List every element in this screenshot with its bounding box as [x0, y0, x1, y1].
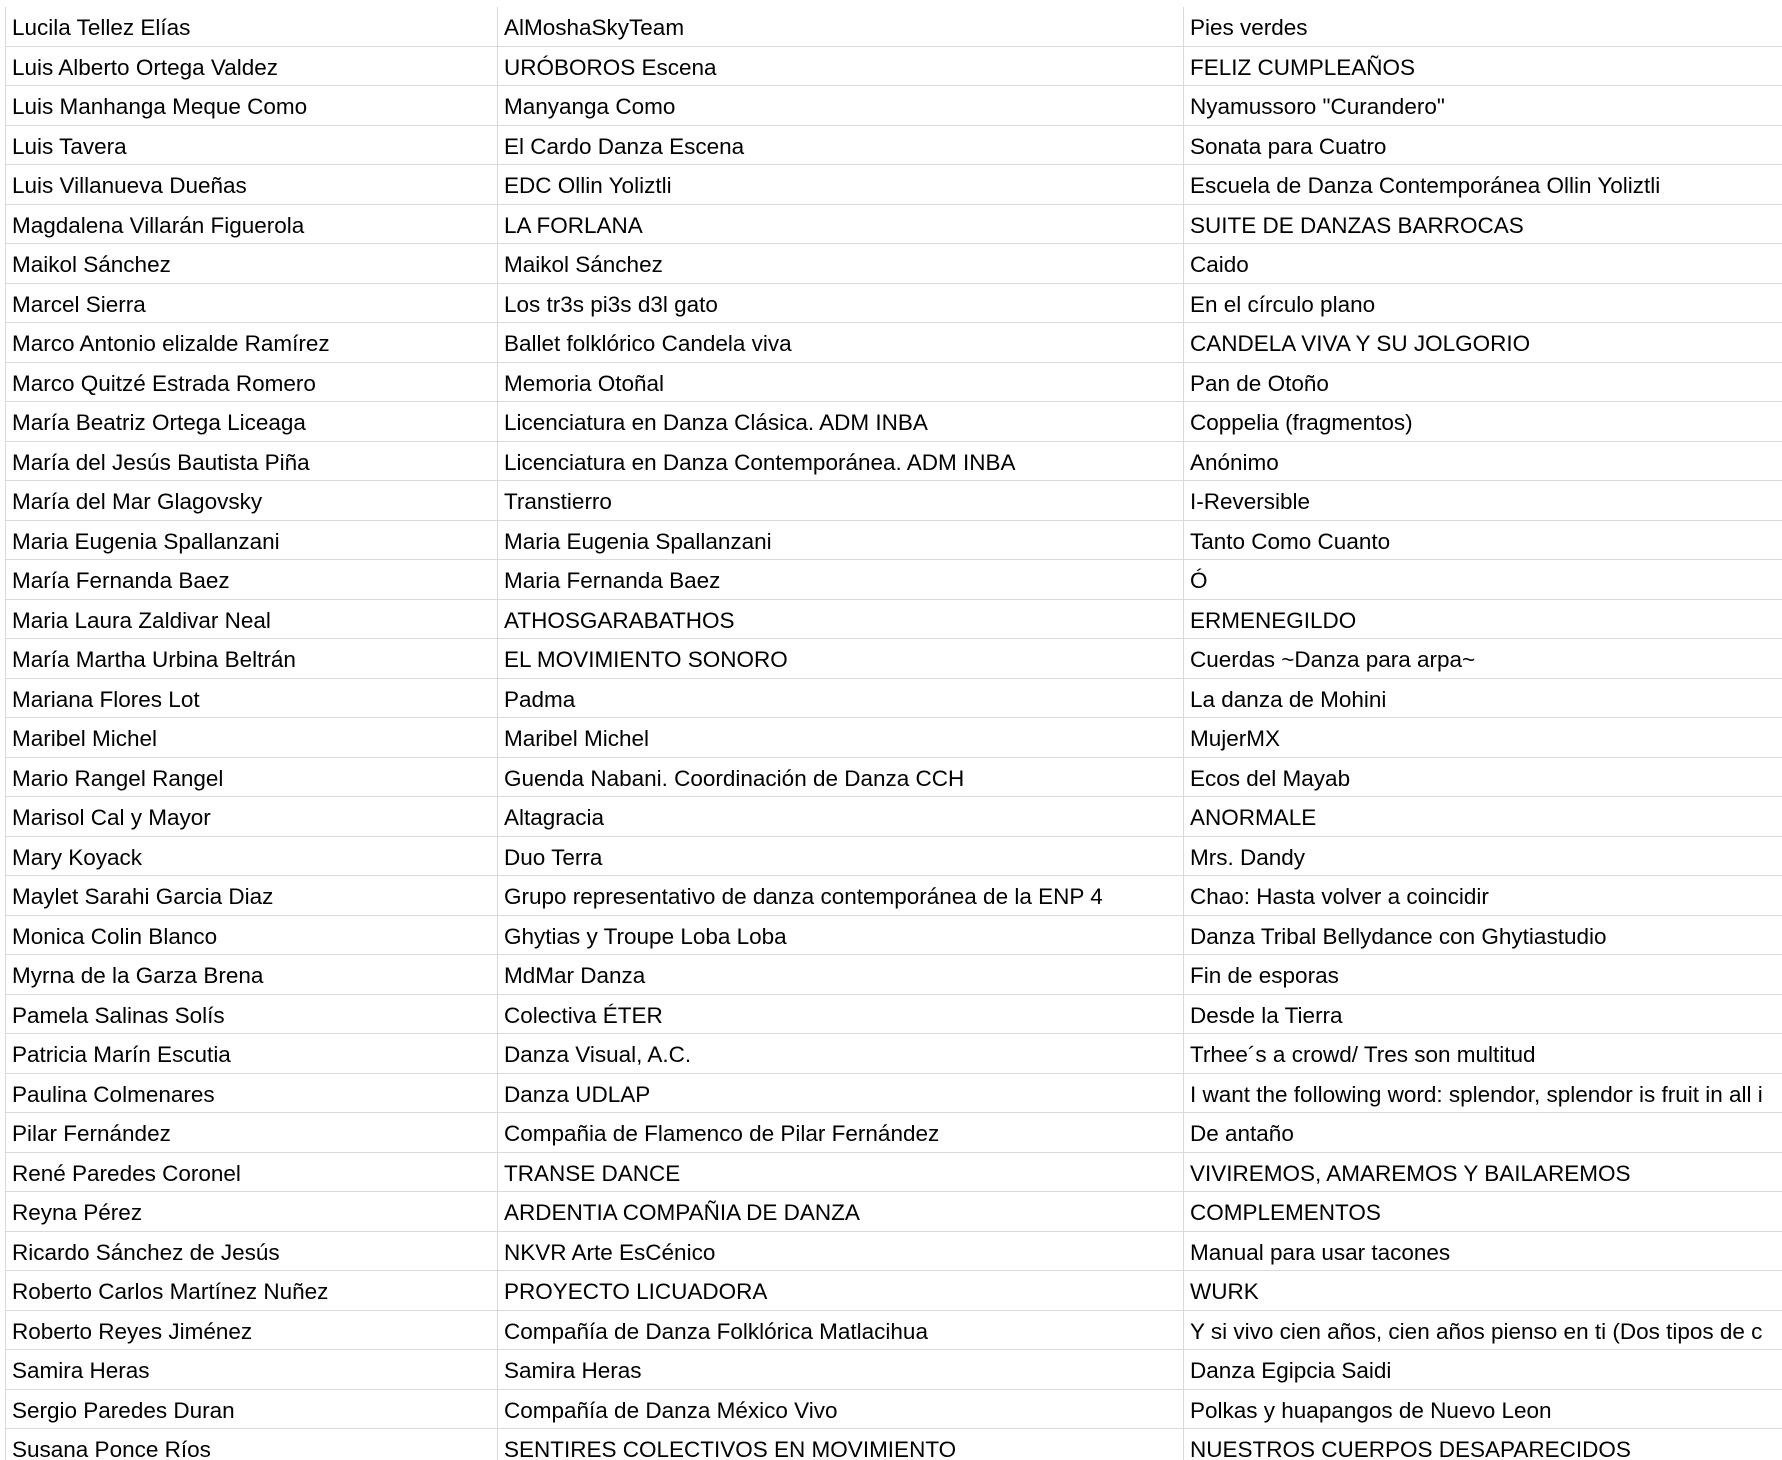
cell-name[interactable]: Magdalena Villarán Figuerola [5, 205, 498, 244]
cell-work[interactable]: NUESTROS CUERPOS DESAPARECIDOS [1190, 1437, 1631, 1460]
cell-company[interactable]: Guenda Nabani. Coordinación de Danza CCH [498, 758, 1184, 797]
table-row [5, 521, 1782, 561]
cell-company[interactable]: Ghytias y Troupe Loba Loba [498, 916, 1184, 955]
cell-company[interactable]: Licenciatura en Danza Clásica. ADM INBA [498, 402, 1184, 441]
cell-work[interactable]: Trhee´s a crowd/ Tres son multitud [1190, 1042, 1536, 1067]
cell-work[interactable]: Escuela de Danza Contemporánea Ollin Yoliztli [1190, 173, 1661, 198]
cell-company[interactable]: El Cardo Danza Escena [498, 126, 1184, 165]
cell-work[interactable]: CANDELA VIVA Y SU JOLGORIO [1190, 331, 1531, 356]
cell-work[interactable]: Pies verdes [1190, 15, 1308, 40]
table-row [5, 1429, 1782, 1460]
cell-name[interactable]: Marco Antonio elizalde Ramírez [5, 323, 498, 362]
cell-name[interactable]: María del Jesús Bautista Piña [5, 442, 498, 481]
cell-work[interactable]: La danza de Mohini [1190, 686, 1387, 712]
cell-work[interactable]: MujerMX [1190, 726, 1281, 751]
cell-name[interactable]: Pilar Fernández [5, 1113, 498, 1152]
cell-work[interactable]: WURK [1190, 1279, 1259, 1304]
cell-name[interactable]: Samira Heras [5, 1350, 498, 1389]
cell-company[interactable]: Danza UDLAP [498, 1074, 1184, 1113]
table-row [5, 1153, 1782, 1193]
cell-company[interactable]: Danza Visual, A.C. [498, 1034, 1184, 1073]
cell-company[interactable]: ARDENTIA COMPAÑIA DE DANZA [498, 1192, 1184, 1231]
cell-company[interactable]: SENTIRES COLECTIVOS EN MOVIMIENTO [498, 1429, 1184, 1460]
cell-work[interactable]: Polkas y huapangos de Nuevo Leon [1190, 1397, 1552, 1423]
cell-name[interactable]: María Beatriz Ortega Liceaga [5, 402, 498, 441]
table-row [5, 165, 1782, 205]
cell-name[interactable]: Maria Eugenia Spallanzani [5, 521, 498, 560]
cell-name[interactable]: Maribel Michel [5, 718, 498, 757]
cell-company[interactable]: Maribel Michel [498, 718, 1184, 757]
cell-company[interactable]: Ballet folklórico Candela viva [498, 323, 1184, 362]
cell-work[interactable]: Y si vivo cien años, cien años pienso en ti (Dos tipos de c [1190, 1318, 1763, 1344]
cell-company[interactable]: Manyanga Como [498, 86, 1184, 125]
cell-name[interactable]: Luis Villanueva Dueñas [5, 165, 498, 204]
cell-company[interactable]: LA FORLANA [498, 205, 1184, 244]
cell-work[interactable]: Ecos del Mayab [1190, 765, 1351, 791]
cell-work[interactable]: I want the following word: splendor, splendor is fruit in all i [1190, 1081, 1763, 1107]
table-row [5, 797, 1782, 837]
cell-company[interactable]: Duo Terra [498, 837, 1184, 876]
cell-company[interactable]: EDC Ollin Yoliztli [498, 165, 1184, 204]
cell-company[interactable]: PROYECTO LICUADORA [498, 1271, 1184, 1310]
table-row [5, 1232, 1782, 1272]
table-row [5, 1311, 1782, 1351]
table-row [5, 1390, 1782, 1430]
cell-name[interactable]: Mario Rangel Rangel [5, 758, 498, 797]
cell-work[interactable]: Manual para usar tacones [1190, 1239, 1451, 1265]
table-row [5, 718, 1782, 758]
cell-name[interactable]: María del Mar Glagovsky [5, 481, 498, 520]
cell-company[interactable]: Los tr3s pi3s d3l gato [498, 284, 1184, 323]
table-row [5, 7, 1782, 47]
cell-name[interactable]: Maylet Sarahi Garcia Diaz [5, 876, 498, 915]
cell-work[interactable]: Danza Egipcia Saidi [1190, 1358, 1392, 1383]
table-row [5, 758, 1782, 798]
cell-work[interactable]: Fin de esporas [1190, 963, 1339, 988]
cell-name[interactable]: Paulina Colmenares [5, 1074, 498, 1113]
cell-name[interactable]: Sergio Paredes Duran [5, 1390, 498, 1429]
cell-work[interactable]: Desde la Tierra [1190, 1002, 1343, 1028]
table-row [5, 1271, 1782, 1311]
cell-name[interactable]: Mary Koyack [5, 837, 498, 876]
table-row [5, 1074, 1782, 1114]
cell-company[interactable]: Compañía de Danza Folklórica Matlacihua [498, 1311, 1184, 1350]
cell-company[interactable]: ATHOSGARABATHOS [498, 600, 1184, 639]
table-row [5, 679, 1782, 719]
cell-company[interactable]: Transtierro [498, 481, 1184, 520]
table-row [5, 363, 1782, 403]
table-row [5, 639, 1782, 679]
cell-name[interactable]: Pamela Salinas Solís [5, 995, 498, 1034]
cell-name[interactable]: Luis Manhanga Meque Como [5, 86, 498, 125]
cell-work[interactable]: I-Reversible [1190, 489, 1311, 514]
cell-company[interactable]: Compañía de Danza México Vivo [498, 1390, 1184, 1429]
table-row [5, 244, 1782, 284]
cell-name[interactable]: Myrna de la Garza Brena [5, 955, 498, 994]
table-row [5, 1192, 1782, 1232]
cell-company[interactable]: AlMoshaSkyTeam [498, 7, 1184, 46]
cell-work[interactable]: Danza Tribal Bellydance con Ghytiastudio [1190, 923, 1607, 949]
cell-company[interactable]: Samira Heras [498, 1350, 1184, 1389]
cell-name[interactable]: Maikol Sánchez [5, 244, 498, 283]
cell-company[interactable]: EL MOVIMIENTO SONORO [498, 639, 1184, 678]
table-row [5, 402, 1782, 442]
cell-company[interactable]: Padma [498, 679, 1184, 718]
table-row [5, 284, 1782, 324]
cell-company[interactable]: Maikol Sánchez [498, 244, 1184, 283]
cell-company[interactable]: Maria Fernanda Baez [498, 560, 1184, 599]
cell-name[interactable]: Luis Tavera [5, 126, 498, 165]
cell-name[interactable]: Maria Laura Zaldivar Neal [5, 600, 498, 639]
table-row [5, 560, 1782, 600]
cell-name[interactable]: Roberto Carlos Martínez Nuñez [5, 1271, 498, 1310]
cell-name[interactable]: Roberto Reyes Jiménez [5, 1311, 498, 1350]
cell-company[interactable]: Maria Eugenia Spallanzani [498, 521, 1184, 560]
cell-company[interactable]: Altagracia [498, 797, 1184, 836]
cell-work[interactable]: Pan de Otoño [1190, 370, 1329, 396]
cell-work[interactable]: De antaño [1190, 1121, 1294, 1146]
cell-work[interactable]: Tanto Como Cuanto [1190, 528, 1391, 554]
cell-name[interactable]: Monica Colin Blanco [5, 916, 498, 955]
cell-name[interactable]: Ricardo Sánchez de Jesús [5, 1232, 498, 1271]
cell-company[interactable]: Compañia de Flamenco de Pilar Fernández [498, 1113, 1184, 1152]
cell-work[interactable]: En el círculo plano [1190, 291, 1376, 317]
cell-work[interactable]: Anónimo [1190, 449, 1279, 475]
cell-name[interactable]: Susana Ponce Ríos [5, 1429, 498, 1460]
table-row [5, 1034, 1782, 1074]
cell-work[interactable]: ANORMALE [1190, 805, 1317, 830]
cell-work[interactable]: SUITE DE DANZAS BARROCAS [1190, 212, 1524, 238]
table-row [5, 481, 1782, 521]
cell-work[interactable]: VIVIREMOS, AMAREMOS Y BAILAREMOS [1190, 1160, 1631, 1186]
cell-name[interactable]: René Paredes Coronel [5, 1153, 498, 1192]
cell-company[interactable]: Licenciatura en Danza Contemporánea. ADM INBA [498, 442, 1184, 481]
cell-name[interactable]: Reyna Pérez [5, 1192, 498, 1231]
cell-company[interactable]: MdMar Danza [498, 955, 1184, 994]
table-row [5, 323, 1782, 363]
table-row [5, 126, 1782, 166]
cell-name[interactable]: María Fernanda Baez [5, 560, 498, 599]
cell-name[interactable]: Marisol Cal y Mayor [5, 797, 498, 836]
cell-name[interactable]: Lucila Tellez Elías [5, 7, 498, 46]
cell-name[interactable]: Mariana Flores Lot [5, 679, 498, 718]
cell-work[interactable]: Mrs. Dandy [1190, 844, 1306, 870]
table-row [5, 955, 1782, 995]
cell-work[interactable]: FELIZ CUMPLEAÑOS [1190, 54, 1416, 80]
cell-name[interactable]: Marco Quitzé Estrada Romero [5, 363, 498, 402]
cell-work[interactable]: Cuerdas ~Danza para arpa~ [1190, 647, 1476, 672]
table-row [5, 442, 1782, 482]
cell-work[interactable]: Caido [1190, 252, 1249, 277]
cell-name[interactable]: Marcel Sierra [5, 284, 498, 323]
table-row [5, 1350, 1782, 1390]
cell-company[interactable]: URÓBOROS Escena [498, 47, 1184, 86]
cell-work[interactable]: Ó [1190, 568, 1208, 593]
table-row [5, 837, 1782, 877]
cell-work[interactable]: Coppelia (fragmentos) [1190, 410, 1413, 435]
table-body [5, 7, 1782, 1460]
table-row [5, 1113, 1782, 1153]
table-row [5, 876, 1782, 916]
cell-work[interactable]: Nyamussoro "Curandero" [1190, 94, 1445, 119]
table-row [5, 86, 1782, 126]
table-row [5, 47, 1782, 87]
table-row [5, 916, 1782, 956]
cell-name[interactable]: Patricia Marín Escutia [5, 1034, 498, 1073]
cell-company[interactable]: Memoria Otoñal [498, 363, 1184, 402]
table-row [5, 995, 1782, 1035]
cell-work[interactable]: ERMENEGILDO [1190, 607, 1357, 633]
cell-name[interactable]: María Martha Urbina Beltrán [5, 639, 498, 678]
cell-company[interactable]: Colectiva ÉTER [498, 995, 1184, 1034]
table-row [5, 205, 1782, 245]
cell-company[interactable]: TRANSE DANCE [498, 1153, 1184, 1192]
cell-company[interactable]: Grupo representativo de danza contemporánea de la ENP 4 [498, 876, 1184, 915]
cell-work[interactable]: Sonata para Cuatro [1190, 133, 1387, 159]
cell-company[interactable]: NKVR Arte EsCénico [498, 1232, 1184, 1271]
cell-name[interactable]: Luis Alberto Ortega Valdez [5, 47, 498, 86]
cell-work[interactable]: COMPLEMENTOS [1190, 1200, 1381, 1225]
cell-work[interactable]: Chao: Hasta volver a coincidir [1190, 884, 1489, 909]
table-row [5, 600, 1782, 640]
